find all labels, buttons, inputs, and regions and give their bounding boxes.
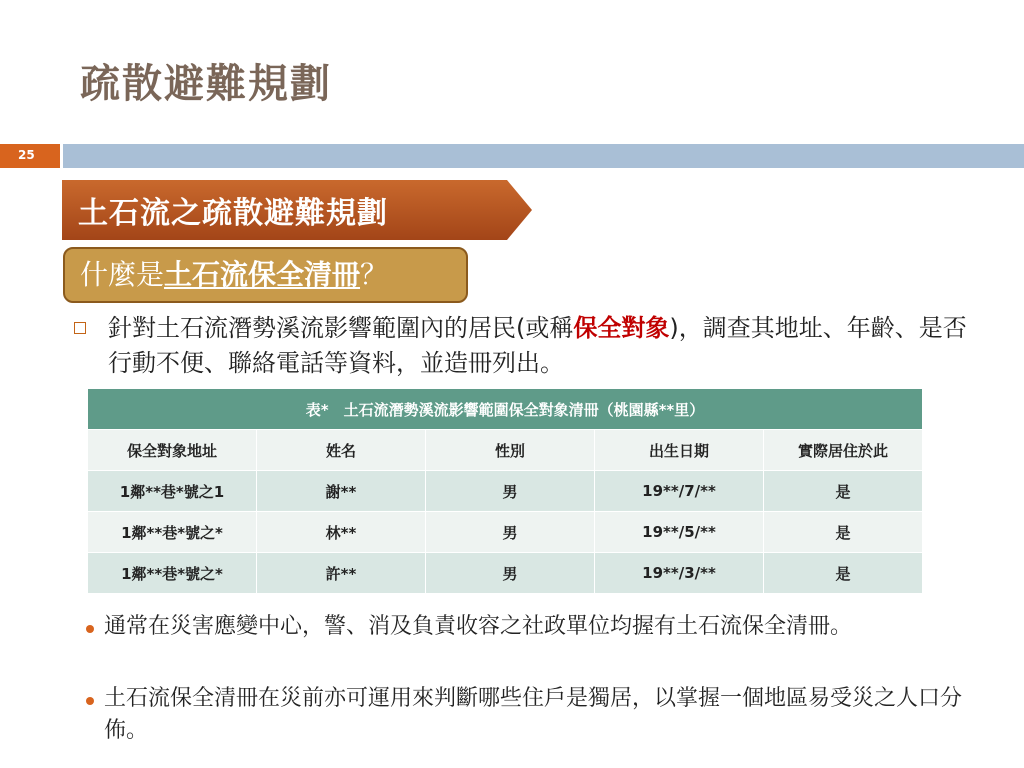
intro-paragraph (108, 311, 988, 381)
cell-gender: 男 (426, 512, 595, 553)
col-birthdate-header: 出生日期 (595, 430, 764, 471)
question-prefix: 什麼是 (80, 258, 165, 291)
cell-name: 林** (257, 512, 426, 553)
cell-address: 1鄰**巷*號之* (88, 553, 257, 594)
cell-address: 1鄰**巷*號之* (88, 512, 257, 553)
question-text (80, 253, 388, 293)
cell-name: 謝** (257, 471, 426, 512)
dot-bullet-icon (86, 625, 94, 633)
col-address-header: 保全對象地址 (88, 430, 257, 471)
table-row (88, 471, 923, 512)
cell-birthdate: 19**/7/** (595, 471, 764, 512)
section-title: 土石流之疏散避難規劃 (78, 196, 388, 231)
cell-gender: 男 (426, 553, 595, 594)
question-suffix: ？ (360, 258, 389, 291)
square-bullet-icon (74, 322, 86, 334)
question-highlight: 土石流保全清冊 (164, 258, 361, 291)
table-row (88, 553, 923, 594)
col-residing-header: 實際居住於此 (764, 430, 923, 471)
header-bar (63, 144, 1024, 168)
col-name-header: 姓名 (257, 430, 426, 471)
cell-residing: 是 (764, 553, 923, 594)
cell-residing: 是 (764, 471, 923, 512)
col-gender-header: 性別 (426, 430, 595, 471)
slide-number: 25 (18, 148, 35, 162)
cell-gender: 男 (426, 471, 595, 512)
table-header-row (88, 430, 923, 471)
cell-birthdate: 19**/3/** (595, 553, 764, 594)
cell-name: 許** (257, 553, 426, 594)
slide-title: 疏散避難規劃 (80, 61, 332, 107)
cell-address: 1鄰**巷*號之1 (88, 471, 257, 512)
intro-part1: 針對土石流潛勢溪流影響範圍內的居民(或稱 (108, 314, 574, 342)
cell-birthdate: 19**/5/** (595, 512, 764, 553)
table-caption: 表* 土石流潛勢溪流影響範圍保全對象清冊（桃園縣**里） (88, 389, 923, 430)
cell-residing: 是 (764, 512, 923, 553)
bullet-text-1: 通常在災害應變中心，警、消及負責收容之社政單位均握有土石流保全清冊。 (104, 614, 853, 639)
dot-bullet-icon (86, 697, 94, 705)
intro-part2: )，調查其地址、年齡、是否行動不便、聯絡電話等資料，並造冊列出。 (108, 314, 967, 377)
protection-list-table (87, 388, 923, 594)
intro-highlight: 保全對象 (573, 314, 670, 342)
table-row (88, 512, 923, 553)
bullet-text-2: 土石流保全清冊在災前亦可運用來判斷哪些住戶是獨居，以掌握一個地區易受災之人口分佈。 (104, 686, 963, 743)
